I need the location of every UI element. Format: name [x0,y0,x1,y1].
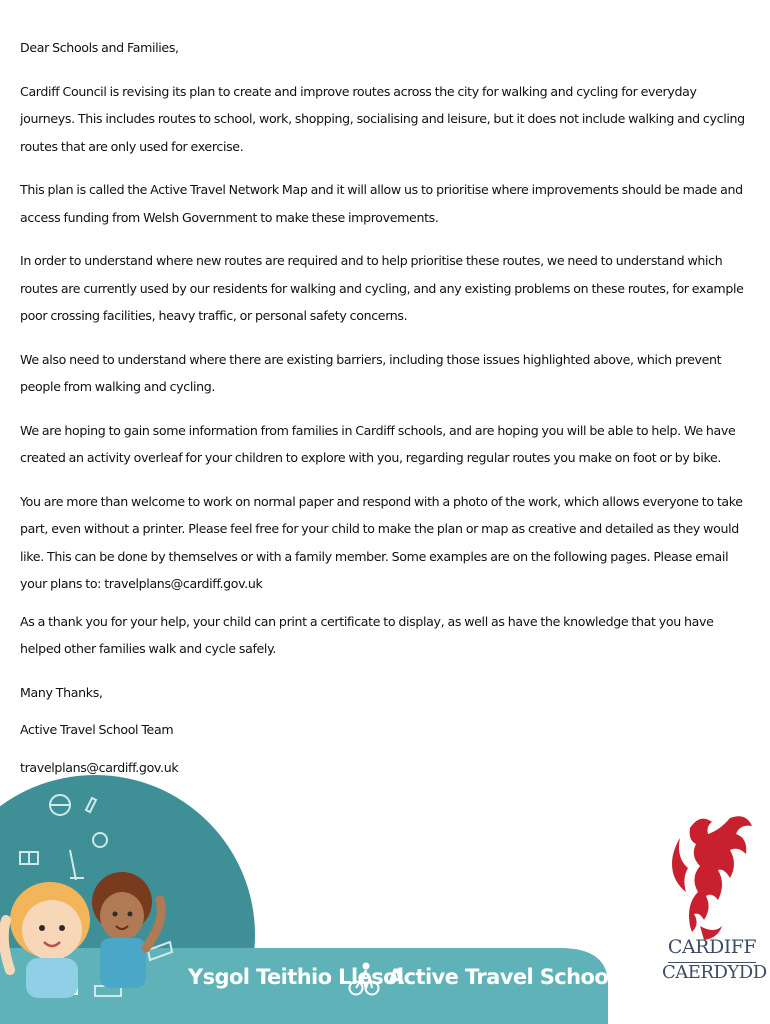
letter-greeting: Dear Schools and Families, [20,40,179,55]
letter-closing: Many Thanks, [20,684,103,700]
letter-signature: Active Travel School Team [20,722,174,737]
logo-name-english: CARDIFF [667,936,757,958]
letter-paragraph: In order to understand where new routes are required and to help prioritise these routes, we need to understand which routes are currently used by our residents for walking and cycling, and any existing problems on these routes, for example poor crossing facilities, heavy traffic, or personal safety concerns. [20,253,744,323]
letter-email: travelplans@cardiff.gov.uk [20,759,179,775]
letter-paragraph: You are more than welcome to work on normal paper and respond with a photo of the work, which allows everyone to take part, even without a printer. Please feel free for your child to make the plan or map as creative and detailed as they would like. This can be done by themselves or with a family member. Some examples are on the following pages. Please email your plans to: travelplans@cardiff.gov.uk [20,493,743,591]
letter-paragraph: We are hoping to gain some information from families in Cardiff schools, and are hoping you will be able to help. We have created an activity overleaf for your children to explore with you, regarding regular routes you make on foot or by bike. [20,422,736,465]
letter-paragraph: We also need to understand where there are existing barriers, including those issues highlighted above, which prevent people from walking and cycling. [20,351,722,394]
logo-name-welsh: CAERDYDD [662,962,767,983]
letter-paragraph: Cardiff Council is revising its plan to create and improve routes across the city for walking and cycling for everyday journeys. This includes routes to school, work, shopping, socialising and leisure, but it does not include walking and cycling routes that are only used for exercise. [20,83,745,154]
letter-paragraph: As a thank you for your help, your child can print a certificate to display, as well as have the knowledge that you have helped other families walk and cycle safely. [20,613,714,656]
letter-body [20,34,752,797]
banner-title-welsh: Ysgol Teithio Llesol [188,965,404,989]
banner-title-english: Active Travel School [388,965,615,989]
letter-paragraph: This plan is called the Active Travel Network Map and it will allow us to prioritise where improvements should be made and access funding from Welsh Government to make these improvements. [20,182,743,225]
